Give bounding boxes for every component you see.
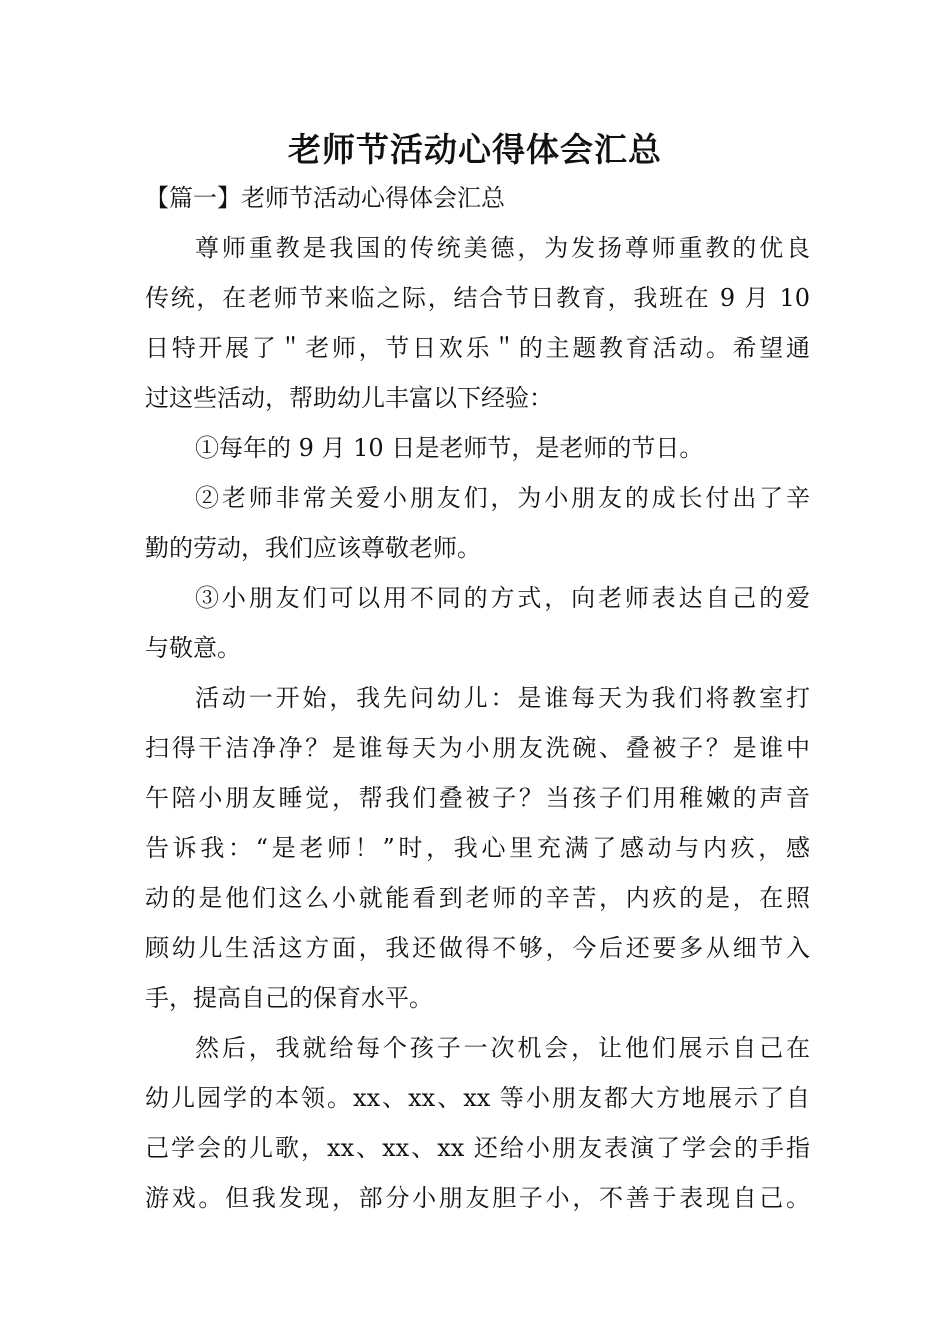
paragraph-line: 手，提高自己的保育水平。 — [145, 984, 433, 1012]
document-title: 老师节活动心得体会汇总 — [288, 130, 662, 169]
paragraph-line: 游戏。但我发现，部分小朋友胆子小，不善于表现自己。 — [145, 1184, 810, 1212]
paragraph-line: 午陪小朋友睡觉，帮我们叠被子？当孩子们用稚嫩的声音 — [145, 784, 810, 812]
list-item-line: ③小朋友们可以用不同的方式，向老师表达自己的爱 — [195, 584, 810, 612]
paragraph-line: 告诉我：“是老师！”时，我心里充满了感动与内疚，感 — [145, 834, 810, 862]
paragraph-line: 然后，我就给每个孩子一次机会，让他们展示自己在 — [195, 1034, 810, 1062]
paragraph-line: 活动一开始，我先问幼儿：是谁每天为我们将教室打 — [195, 684, 810, 712]
paragraph-line: 日特开展了＂老师，节日欢乐＂的主题教育活动。希望通 — [145, 334, 810, 362]
paragraph-line: 顾幼儿生活这方面，我还做得不够，今后还要多从细节入 — [145, 934, 810, 962]
list-item-line: 勤的劳动，我们应该尊敬老师。 — [145, 534, 481, 562]
paragraph-line: 己学会的儿歌，xx、xx、xx 还给小朋友表演了学会的手指 — [145, 1134, 810, 1162]
paragraph-line: 动的是他们这么小就能看到老师的辛苦，内疚的是，在照 — [145, 884, 810, 912]
section-heading: 【篇一】老师节活动心得体会汇总 — [145, 184, 505, 212]
list-item-line: ①每年的 9 月 10 日是老师节，是老师的节日。 — [195, 434, 704, 462]
paragraph-line: 幼儿园学的本领。xx、xx、xx 等小朋友都大方地展示了自 — [145, 1084, 810, 1112]
list-item-line: ②老师非常关爱小朋友们，为小朋友的成长付出了辛 — [195, 484, 810, 512]
paragraph-line: 尊师重教是我国的传统美德，为发扬尊师重教的优良 — [195, 234, 810, 262]
list-item-line: 与敬意。 — [145, 634, 241, 662]
paragraph-line: 过这些活动，帮助幼儿丰富以下经验： — [145, 384, 553, 412]
paragraph-line: 扫得干洁净净？是谁每天为小朋友洗碗、叠被子？是谁中 — [145, 734, 810, 762]
paragraph-line: 传统，在老师节来临之际，结合节日教育，我班在 9 月 10 — [145, 284, 810, 312]
